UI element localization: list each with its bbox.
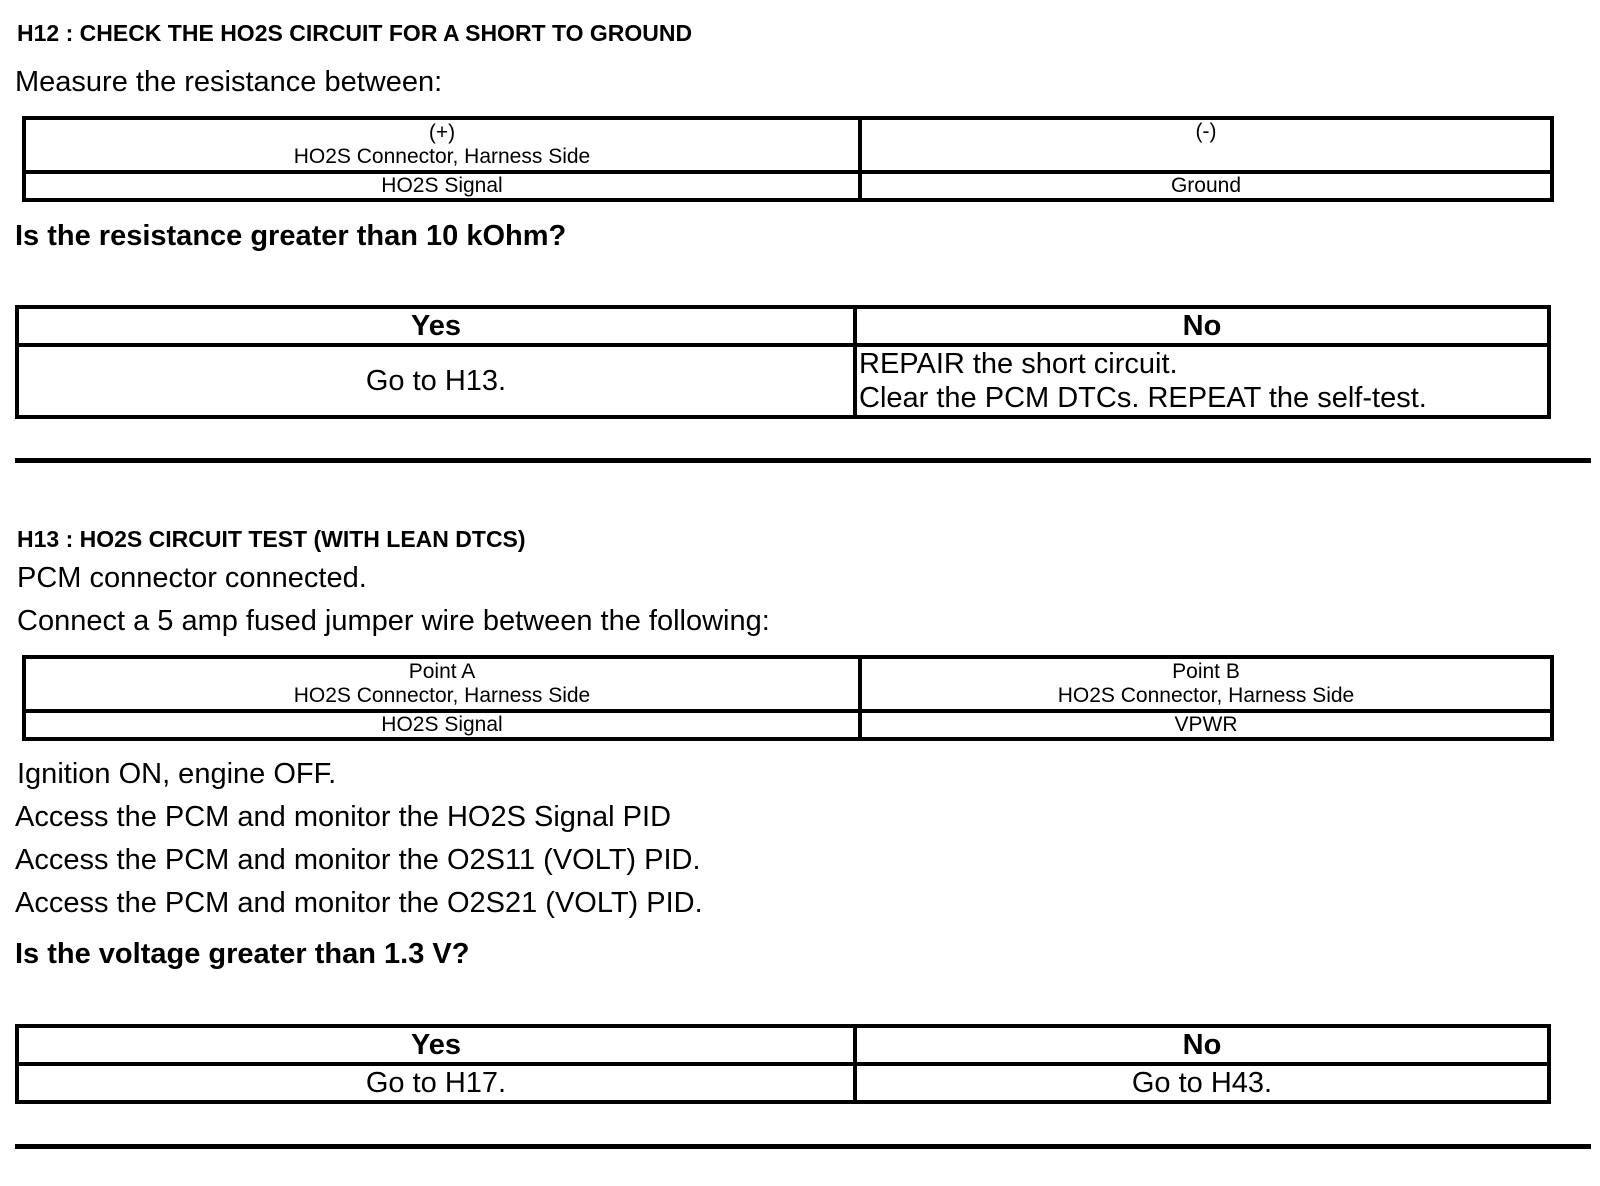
- measure-head-plus-symbol: (+): [428, 121, 456, 144]
- h13-result-table: [15, 1024, 1551, 1104]
- jumper-value-point-b: VPWR: [860, 711, 1552, 739]
- h12-no-action-line1: REPAIR the short circuit.: [859, 348, 1178, 380]
- h13-no-action: Go to H43.: [855, 1064, 1549, 1102]
- jumper-head-point-a-desc: HO2S Connector, Harness Side: [293, 684, 591, 707]
- h13-step-monitor-o2s21: Access the PCM and monitor the O2S21 (VOLT) PID.: [15, 887, 703, 919]
- section-divider: [15, 458, 1591, 463]
- jumper-head-point-b-desc: HO2S Connector, Harness Side: [1057, 684, 1355, 707]
- measure-head-plus-desc: HO2S Connector, Harness Side: [293, 145, 591, 168]
- h13-yes-action: Go to H17.: [17, 1064, 855, 1102]
- h13-question: Is the voltage greater than 1.3 V?: [15, 938, 470, 970]
- h13-step-monitor-signal: Access the PCM and monitor the HO2S Signal PID: [15, 801, 672, 833]
- section-divider-bottom: [15, 1144, 1591, 1149]
- h12-title: H12 : CHECK THE HO2S CIRCUIT FOR A SHORT TO GROUND: [17, 20, 693, 46]
- measure-head-minus: [860, 118, 1552, 172]
- measure-value-plus: HO2S Signal: [24, 172, 860, 200]
- h12-no-header: No: [855, 307, 1549, 345]
- jumper-head-point-a-label: Point A: [408, 660, 476, 683]
- jumper-head-point-b: [860, 657, 1552, 711]
- h13-jumper-table: [22, 655, 1554, 741]
- measure-value-minus: Ground: [860, 172, 1552, 200]
- jumper-head-point-a: [24, 657, 860, 711]
- h12-question: Is the resistance greater than 10 kOhm?: [15, 220, 567, 252]
- measure-head-plus: [24, 118, 860, 172]
- h12-no-action: [855, 345, 1549, 417]
- jumper-value-point-a: HO2S Signal: [24, 711, 860, 739]
- h13-yes-header: Yes: [17, 1026, 855, 1064]
- measure-head-minus-symbol: (-): [1195, 120, 1217, 143]
- h13-no-header: No: [855, 1026, 1549, 1064]
- h12-instruction: Measure the resistance between:: [15, 66, 443, 98]
- h13-step-jumper: Connect a 5 amp fused jumper wire between the following:: [17, 605, 770, 637]
- h12-yes-action: Go to H13.: [17, 345, 855, 417]
- h12-no-action-line2: Clear the PCM DTCs. REPEAT the self-test.: [859, 382, 1427, 414]
- jumper-head-point-b-label: Point B: [1172, 660, 1240, 683]
- h12-yes-header: Yes: [17, 307, 855, 345]
- h13-step-ignition: Ignition ON, engine OFF.: [17, 758, 337, 790]
- h12-result-table: [15, 305, 1551, 419]
- h13-step-monitor-o2s11: Access the PCM and monitor the O2S11 (VOLT) PID.: [15, 844, 701, 876]
- h13-title: H13 : HO2S CIRCUIT TEST (WITH LEAN DTCS): [17, 526, 526, 552]
- h13-step-pcm-connected: PCM connector connected.: [17, 562, 367, 594]
- h12-measure-table: [22, 116, 1554, 202]
